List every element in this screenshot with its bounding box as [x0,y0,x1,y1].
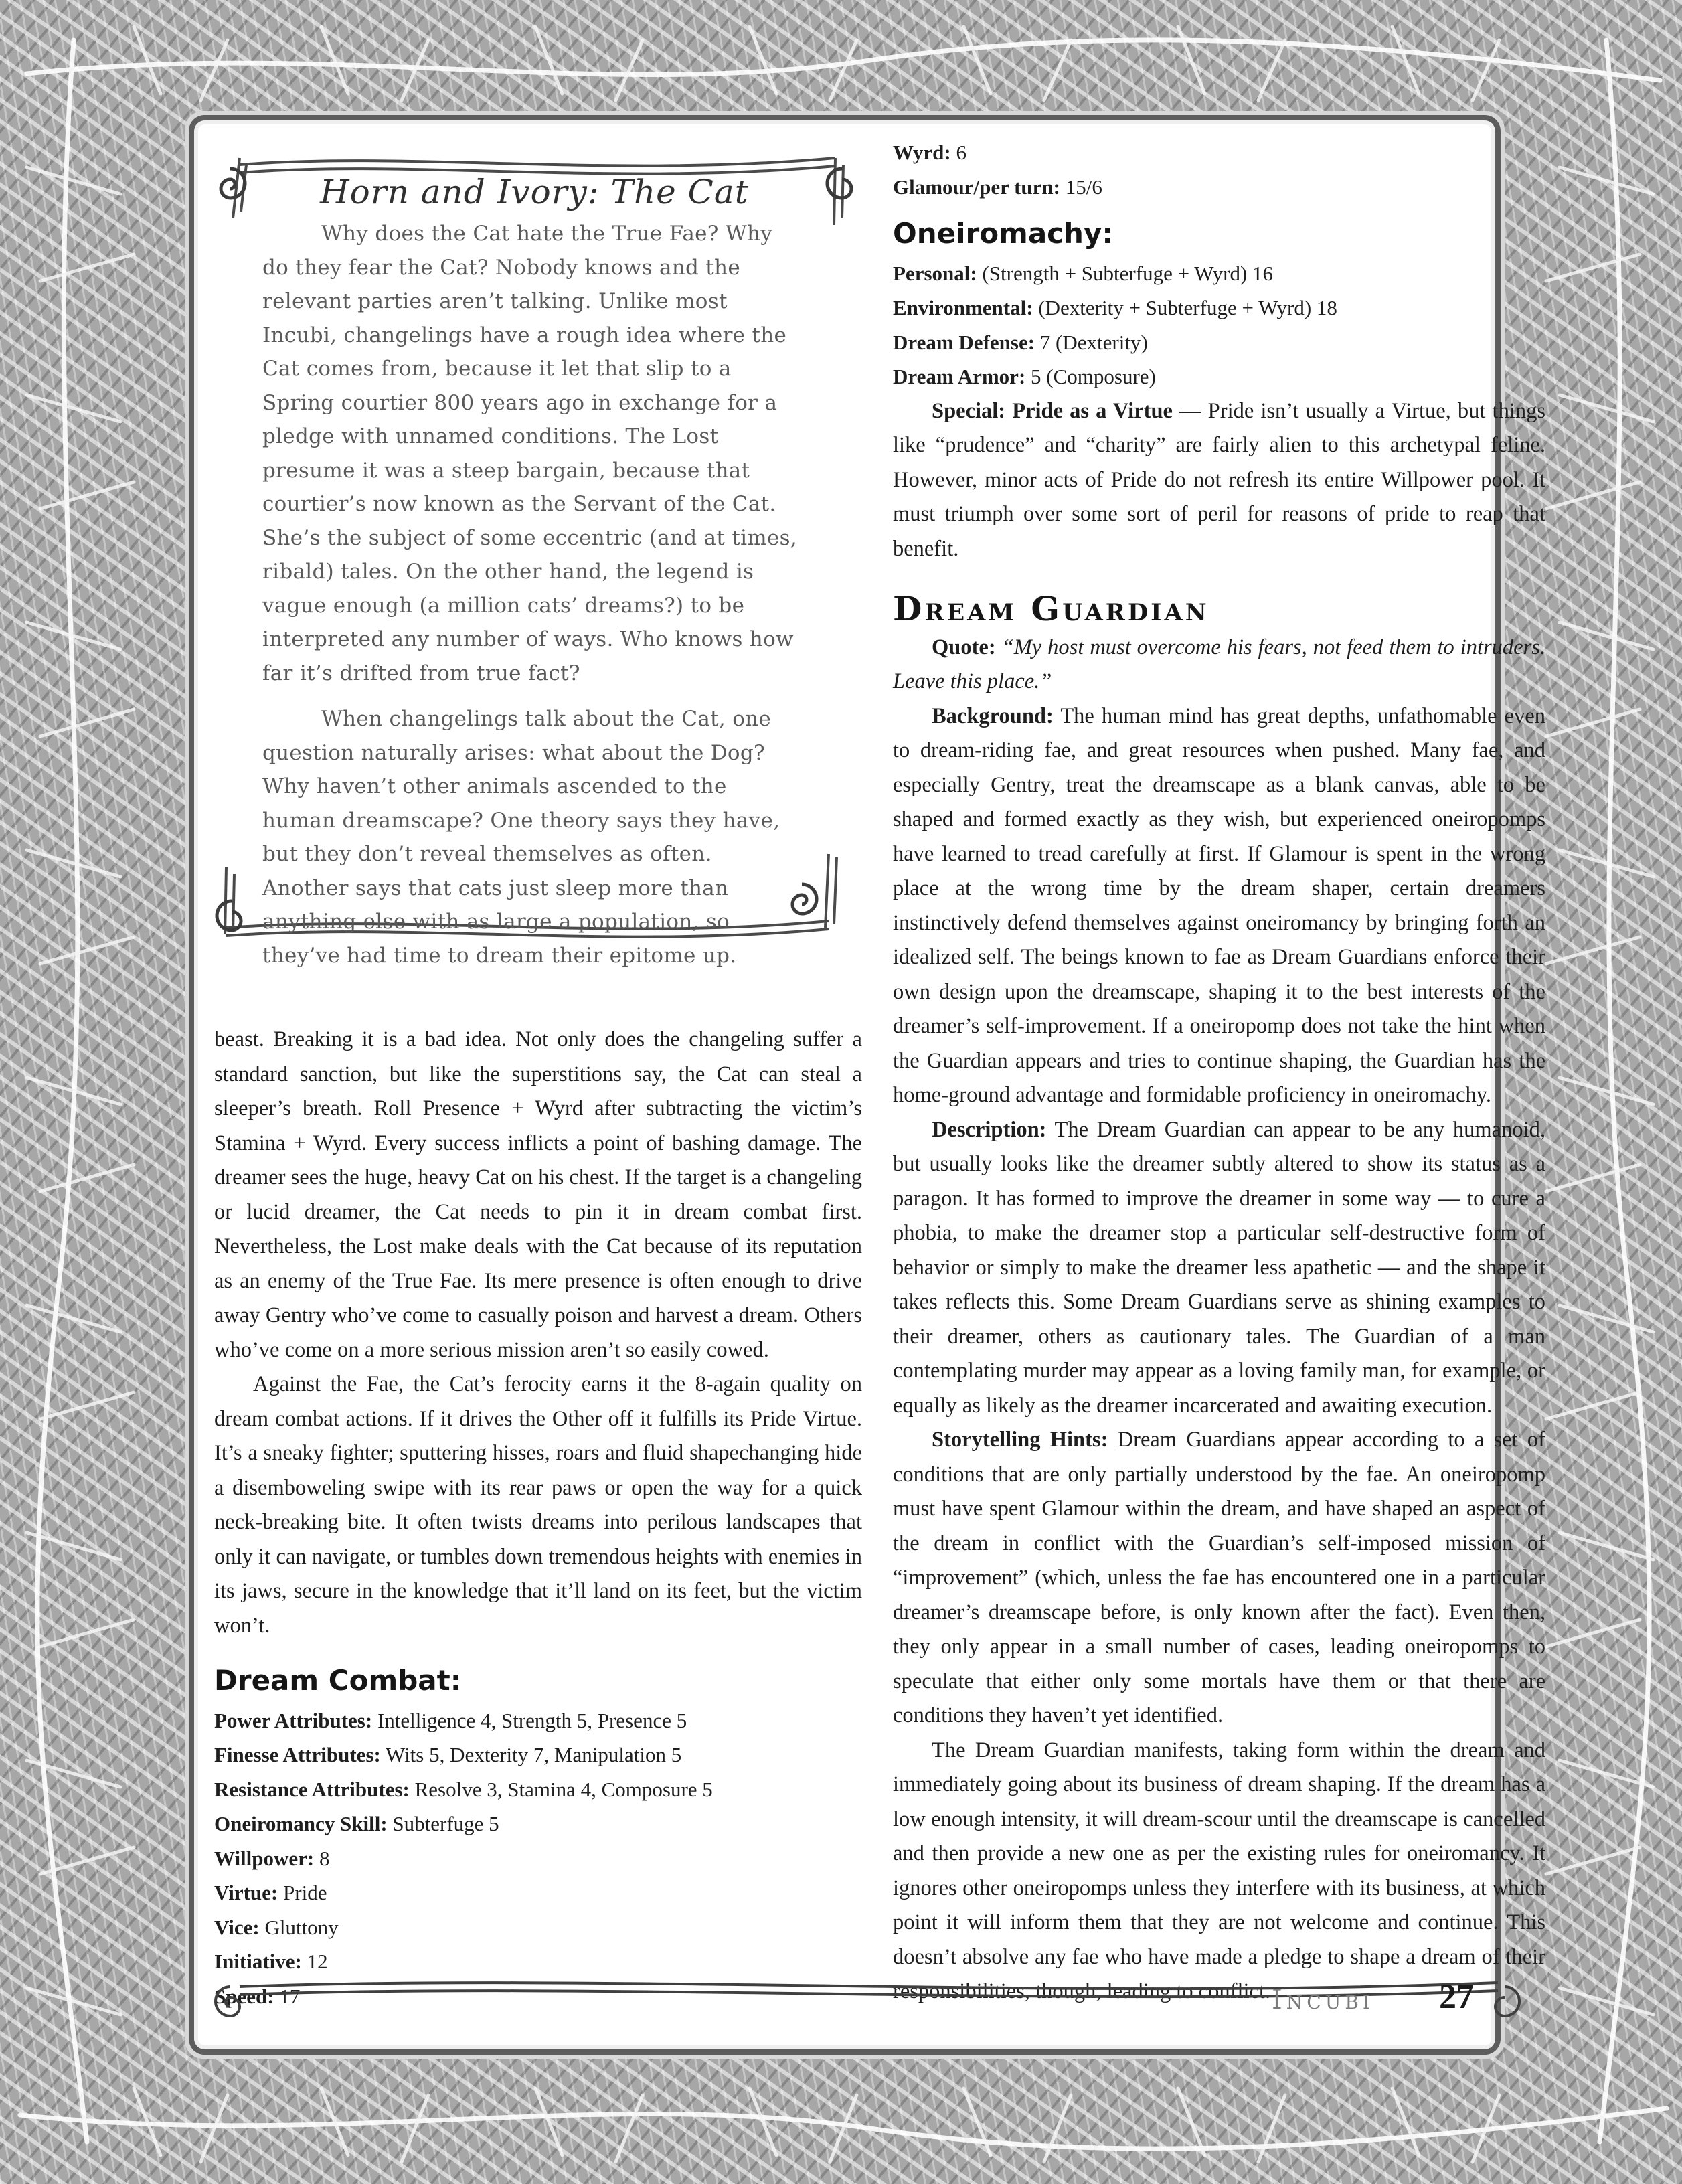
stat-value: Intelligence 4, Strength 5, Presence 5 [377,1708,687,1732]
stat-label: Finesse Attributes: [214,1743,381,1766]
sidebar-box [213,138,854,968]
stat-line [214,1875,862,1910]
stat-label: Power Attributes: [214,1708,373,1732]
stat-label: Glamour/per turn: [893,175,1060,199]
stat-value: Subterfuge 5 [392,1812,499,1835]
sidebar-paragraph: When changelings talk about the Cat, one question naturally arises: what about the Dog? Why haven’t other animals ascended to the human dreamscape? One theory says they have, but they don’t reveal themselves as often. Another says that cats just sleep more than anything else with as large a population, so they’ve had time to dream their epitome up. [262,707,780,968]
body-paragraph: beast. Breaking it is a bad idea. Not only does the changeling suffer a standard sanction, but like the superstitions say, the Cat can steal a sleeper’s breath. Roll Presence + Wyrd after subtracting the victim’s Stamina + Wyrd. Every success inflicts a point of bashing damage. The dreamer sees the huge, heavy Cat on his chest. If the target is a changeling or lucid dreamer, the Cat needs to pin it in dream combat first. Nevertheless, the Lost make deals with the Cat because of its reputation as an enemy of the True Fae. Its mere presence is often enough to drive away Gentry who’ve come to casually poison and harvest a dream. Others who’ve come on a more serious mission aren’t so easily cowed. [214,1027,862,1362]
stat-label: Speed: [214,1984,274,2008]
sidebar-body [262,217,798,985]
section-title: Dream Guardian [893,589,1209,628]
stat-label: Wyrd: [893,141,951,164]
stat-value: Wits 5, Dexterity 7, Manipulation 5 [386,1743,682,1766]
background-paragraph [893,699,1545,1113]
stat-value: 17 [279,1984,301,2008]
special-text: — Pride isn’t usually a Virtue, but things like “prudence” and “charity” are fairly alien to this archetypal feline. However, minor acts of Pride do not refresh its entire Willpower pool. It must triumph over some sort of peril for reasons of pride to reap that benefit. [893,398,1546,561]
stat-line [893,290,1545,325]
right-column [893,135,1545,2009]
quote-text: “My host must overcome his fears, not feed them to intruders. Leave this place.” [893,635,1545,693]
left-column [214,1023,862,2013]
stat-label: Initiative: [214,1950,302,1973]
stat-label: Virtue: [214,1881,278,1904]
stat-value: 5 (Composure) [1031,365,1156,388]
stat-value: 7 (Dexterity) [1039,330,1148,354]
background-text: The human mind has great depths, unfathomable even to dream-riding fae, and great resources when pushed. Many fae, and especially Gentry, treat the dreamscape as a blank canvas, able to be shaped and formed exactly as they wish, but experienced oneiropomps have learned to tread carefully at first. If Glamour is spent in the wrong place at the wrong time by the dream shaper, certain dreamers instinctively defend themselves against oneiromancy by bringing forth an idealized self. The beings known to fae as Dream Guardians enforce their own design upon the dreamscape, shaping it to the best interests of the dreamer’s self-improvement. If a oneiropomp does not take the hint when the Guardian appears and tries to continue shaping, the Guardian has the home-ground advantage and formidable proficiency in oneiromachy. [893,703,1545,1107]
stat-label: Dream Defense: [893,330,1035,354]
hints-paragraph [893,1423,1545,1734]
stat-line [893,256,1545,291]
stat-line [214,1841,862,1876]
sidebar-title: Horn and Ivory: The Cat [320,173,749,212]
stat-value: 12 [307,1950,328,1973]
stat-label: Dream Armor: [893,365,1026,388]
description-label: Description: [932,1117,1047,1142]
dream-combat-heading: Dream Combat: [214,1664,462,1697]
stat-value: Pride [283,1881,327,1904]
stat-value: 15/6 [1065,175,1102,199]
quote-paragraph [893,631,1545,699]
body-paragraph: The Dream Guardian manifests, taking form within the dream and immediately going about its business of dream shaping. If the dream has a low enough intensity, it will dream-scour until the dreamscape is cancelled and then provide a new one as per the existing rules for oneiromancy. It ignores other oneiropomps unless they interfere with its business, at which point it will inform them that they are not welcome and continue. This doesn’t absolve any fae who have made a pledge to shape a dream of their responsibilities, though, leading to conflict. [893,1738,1545,2003]
body-paragraph: Against the Fae, the Cat’s ferocity earns it the 8-again quality on dream combat actions. If it drives the Other off it fulfills its Pride Virtue. It’s a sneaky fighter; sputtering hisses, roars and fluid shapechanging hide a disemboweling swipe with its rear paws or open the way for a quick neck-breaking bite. It often twists dreams into perilous landscapes that only it can navigate, or tumbles down tremendous heights with enemies in its jaws, secure in the knowledge that it’ll land on its feet, but the victim won’t. [214,1372,862,1638]
stat-line [214,1738,862,1772]
oneiromachy-heading: Oneiromachy: [893,217,1114,250]
stat-line [893,325,1545,360]
stat-line [214,1910,862,1945]
page-number: 27 [1439,1978,1474,2016]
quote-label: Quote: [932,635,996,659]
stat-line [214,1807,862,1841]
stat-label: Resistance Attributes: [214,1777,410,1801]
hints-text: Dream Guardians appear according to a set of conditions that are only partially understood by the fae. An oneiropomp must have spent Glamour within the dream, and have shaped an aspect of the dream in conflict with the Guardian’s self-imposed mission of “improvement” (which, unless the fae has encountered one in a particular dreamer’s dreamscape before, is only known after the fact). Even then, they only appear in a small number of cases, leading oneiropomps to speculate that either only some mortals have them or that there are conditions they haven’t yet identified. [893,1428,1545,1728]
stat-label: Oneiromancy Skill: [214,1812,388,1835]
sidebar-paragraph: Why does the Cat hate the True Fae? Why do they fear the Cat? Nobody knows and the relevant parties aren’t talking. Unlike most Incubi, changelings have a rough idea where the Cat comes from, because it let that slip to a Spring courtier 800 years ago in exchange for a pledge with unnamed conditions. The Lost presume it was a steep bargain, because that courtier’s now known as the Servant of the Cat. She’s the subject of some eccentric (and at times, ribald) tales. On the other hand, the legend is vague enough (a million cats’ dreams?) to be interpreted any number of ways. Who knows how far it’s drifted from true fact? [262,222,797,685]
stat-label: Vice: [214,1915,260,1939]
background-label: Background: [932,703,1054,728]
stat-value: 6 [956,141,966,164]
stat-value: Resolve 3, Stamina 4, Composure 5 [414,1777,713,1801]
stat-label: Environmental: [893,296,1033,319]
special-label: Special: Pride as a Virtue [932,398,1173,423]
stat-line [893,359,1545,394]
stat-value: (Dexterity + Subterfuge + Wyrd) 18 [1038,296,1337,319]
stat-line [214,1703,862,1738]
stat-label: Personal: [893,261,977,285]
stat-line [214,1772,862,1807]
description-text: The Dream Guardian can appear to be any humanoid, but usually looks like the dreamer subtly altered to show its status as a paragon. It has formed to improve the dreamer in some way — to cure a phobia, to make the dreamer stop a particular self-destructive form of behavior or simply to make the dreamer less apathetic — and the shape it takes reflects this. Some Dream Guardians serve as shining examples to their dreamer, others as cautionary tales. The Guardian of a man contemplating murder may appear as a loving family man, for example, or equally as likely as the dreamer incarcerated and awaiting execution. [893,1117,1545,1418]
description-paragraph [893,1113,1545,1424]
stat-line [893,135,1545,170]
stat-value: Gluttony [264,1915,339,1939]
stat-label: Willpower: [214,1846,315,1870]
hints-label: Storytelling Hints: [932,1428,1108,1452]
stat-value: 8 [319,1846,330,1870]
stat-line [893,170,1545,205]
special-paragraph [893,394,1545,567]
chapter-label: Incubi [1272,1985,1374,2015]
stat-value: (Strength + Subterfuge + Wyrd) 16 [982,261,1274,285]
